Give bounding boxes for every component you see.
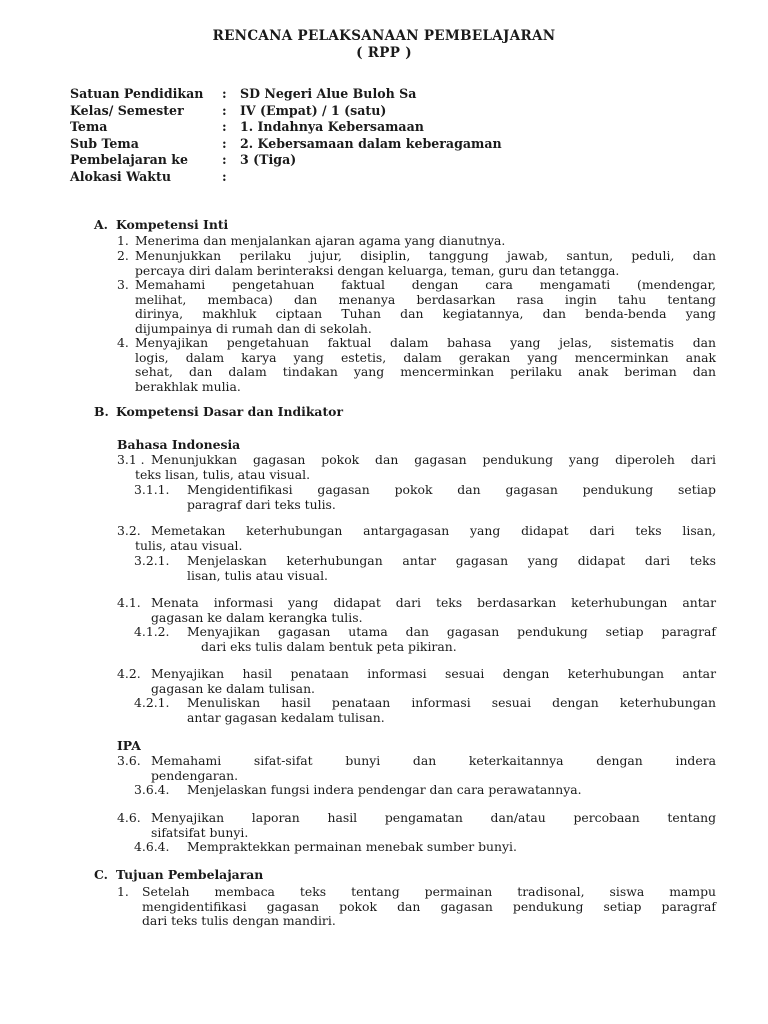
info-value: 2. Kebersamaan dalam keberagaman: [240, 135, 502, 151]
kd-item-text: gagasan ke dalam kerangka tulis.: [151, 609, 363, 625]
info-value: SD Negeri Alue Buloh Sa: [240, 86, 417, 101]
info-row: [70, 169, 670, 186]
info-colon: :: [222, 86, 227, 101]
ki-item-text: dirinya, makhluk ciptaan Tuhan dan kegiatannya, dan benda-benda yang: [135, 306, 716, 322]
indicator-item-number: 3.2.1.: [134, 553, 170, 568]
info-colon: :: [222, 119, 227, 135]
kd-item-text: pendengaran.: [151, 767, 239, 783]
ki-item-text: percaya diri dalam berinteraksi dengan keluarga, teman, guru dan tetangga.: [135, 262, 620, 278]
info-label: Tema: [70, 119, 108, 135]
document-title: RENCANA PELAKSANAAN PEMBELAJARAN: [212, 28, 556, 44]
info-row: [70, 152, 670, 169]
ki-item-number: 3.: [117, 277, 129, 292]
objective-item-text: dari teks tulis dengan mandiri.: [142, 913, 336, 929]
kd-item-text: teks lisan, tulis, atau visual.: [135, 466, 311, 482]
info-label: Kelas/ Semester: [70, 102, 184, 118]
info-row: [70, 86, 670, 103]
kd-item-text: Menyajikan laporan hasil pengamatan dan/atau percobaan tentang: [151, 810, 716, 825]
indicator-item-number: 4.2.1.: [134, 695, 170, 710]
indicator-item-number: 4.6.4.: [134, 839, 170, 854]
indicator-item-text: Menyajikan gagasan utama dan gagasan pendukung setiap paragraf: [187, 624, 716, 639]
ki-item-number: 2.: [117, 248, 129, 263]
objective-item-text: mengidentifikasi gagasan pokok dan gagasan pendukung setiap paragraf: [142, 898, 716, 914]
info-value: 3 (Tiga): [240, 152, 297, 168]
info-value: 1. Indahnya Kebersamaan: [240, 119, 424, 135]
kd-item-text: tulis, atau visual.: [135, 537, 243, 553]
subject-heading: IPA: [117, 738, 141, 753]
indicator-item-number: 3.6.4.: [134, 782, 170, 797]
ki-item-text: sehat, dan dalam tindakan yang mencerminkan perilaku anak beriman dan: [135, 364, 716, 380]
indicator-item-text: antar gagasan kedalam tulisan.: [187, 709, 385, 725]
info-label: Sub Tema: [70, 135, 139, 151]
ki-item-text: Menunjukkan perilaku jujur, disiplin, tanggung jawab, santun, peduli, dan: [135, 248, 716, 263]
indicator-item-text: Menuliskan hasil penataan informasi sesuai dengan keterhubungan: [187, 695, 716, 710]
info-colon: :: [222, 102, 227, 118]
kd-item-number: 4.1.: [117, 595, 141, 610]
indicator-item-text: Mempraktekkan permainan menebak sumber bunyi.: [187, 839, 517, 854]
info-row: [70, 103, 670, 120]
kd-item-number: 3.1 .: [117, 452, 145, 467]
kd-item-number: 4.6.: [117, 810, 141, 825]
ki-item-text: dijumpainya di rumah dan di sekolah.: [135, 320, 372, 336]
section-c-heading: Tujuan Pembelajaran: [116, 867, 264, 882]
ki-item-text: logis, dalam karya yang estetis, dalam gerakan yang mencerminkan anak: [135, 349, 716, 365]
kd-item-text: sifatsifat bunyi.: [151, 824, 249, 840]
kd-item-text: gagasan ke dalam tulisan.: [151, 680, 315, 696]
info-row: [70, 119, 670, 136]
info-label: Satuan Pendidikan: [70, 86, 204, 101]
section-a-heading: Kompetensi Inti: [116, 217, 229, 232]
section-b-heading: Kompetensi Dasar dan Indikator: [116, 404, 343, 419]
indicator-item-text: Menjelaskan keterhubungan antar gagasan yang didapat dari teks: [187, 553, 716, 568]
indicator-item-number: 3.1.1.: [134, 482, 170, 497]
info-colon: :: [222, 168, 227, 184]
kd-item-number: 4.2.: [117, 666, 141, 681]
ki-item-number: 4.: [117, 335, 129, 350]
indicator-item-text: lisan, tulis atau visual.: [187, 567, 328, 583]
ki-item-text: berakhlak mulia.: [135, 378, 241, 394]
kd-item-number: 3.6.: [117, 753, 141, 768]
ki-item-number: 1.: [117, 233, 129, 248]
ki-item-text: melihat, membaca) dan menanya berdasarkan rasa ingin tahu tentang: [135, 291, 716, 307]
identity-table: [70, 86, 670, 186]
info-row: [70, 136, 670, 153]
indicator-item-number: 4.1.2.: [134, 624, 170, 639]
section-a-marker: A.: [94, 217, 108, 232]
info-value: IV (Empat) / 1 (satu): [240, 102, 387, 118]
kd-item-text: Memetakan keterhubungan antargagasan yang didapat dari teks lisan,: [151, 523, 716, 538]
kd-item-text: Menunjukkan gagasan pokok dan gagasan pendukung yang diperoleh dari: [151, 452, 716, 467]
indicator-item-text: Mengidentifikasi gagasan pokok dan gagasan pendukung setiap: [187, 482, 716, 497]
ki-item-text: Menerima dan menjalankan ajaran agama yang dianutnya.: [135, 233, 506, 248]
section-b-marker: B.: [94, 404, 109, 419]
ki-item-text: Memahami pengetahuan faktual dengan cara mengamati (mendengar,: [135, 277, 716, 292]
document-subtitle: ( RPP ): [356, 45, 412, 61]
info-label: Alokasi Waktu: [70, 168, 172, 184]
info-colon: :: [222, 152, 227, 168]
indicator-item-text: paragraf dari teks tulis.: [187, 496, 336, 512]
objective-item-text: Setelah membaca teks tentang permainan tradisonal, siswa mampu: [142, 884, 716, 899]
subject-heading: Bahasa Indonesia: [117, 437, 241, 452]
indicator-item-text: dari eks tulis dalam bentuk peta pikiran.: [201, 638, 457, 654]
info-label: Pembelajaran ke: [70, 152, 189, 168]
indicator-item-text: Menjelaskan fungsi indera pendengar dan cara perawatannya.: [187, 782, 582, 797]
kd-item-text: Menyajikan hasil penataan informasi sesuai dengan keterhubungan antar: [151, 666, 716, 681]
kd-item-text: Memahami sifat-sifat bunyi dan keterkaitannya dengan indera: [151, 753, 716, 768]
kd-item-text: Menata informasi yang didapat dari teks berdasarkan keterhubungan antar: [151, 595, 716, 610]
ki-item-text: Menyajikan pengetahuan faktual dalam bahasa yang jelas, sistematis dan: [135, 335, 716, 350]
info-colon: :: [222, 135, 227, 151]
objective-item-number: 1.: [117, 884, 129, 899]
kd-item-number: 3.2.: [117, 523, 141, 538]
section-c-marker: C.: [94, 867, 108, 882]
